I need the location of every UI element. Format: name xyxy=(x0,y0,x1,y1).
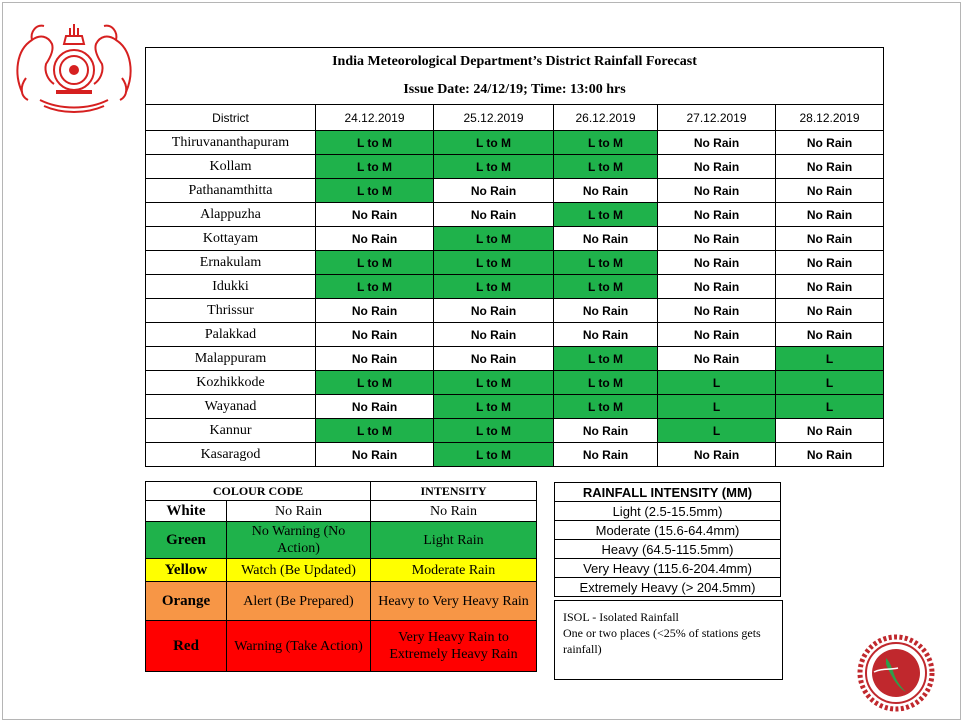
forecast-cell: L to M xyxy=(434,419,554,443)
rainfall-intensity-row xyxy=(555,502,781,521)
forecast-cell: No Rain xyxy=(658,299,776,323)
kerala-emblem-icon xyxy=(10,14,138,114)
district-name: Kottayam xyxy=(146,227,316,251)
forecast-row xyxy=(146,371,884,395)
isol-note-box xyxy=(554,600,783,680)
colour-code-row xyxy=(146,582,537,621)
forecast-row xyxy=(146,275,884,299)
rainfall-intensity-range: Very Heavy (115.6-204.4mm) xyxy=(555,559,781,578)
rain-intensity: Very Heavy Rain to Extremely Heavy Rain xyxy=(371,621,537,672)
forecast-cell: No Rain xyxy=(316,203,434,227)
rainfall-intensity-range: Moderate (15.6-64.4mm) xyxy=(555,521,781,540)
forecast-cell: L to M xyxy=(554,155,658,179)
forecast-cell: No Rain xyxy=(658,179,776,203)
forecast-cell: No Rain xyxy=(316,347,434,371)
forecast-row xyxy=(146,251,884,275)
forecast-cell: L to M xyxy=(316,371,434,395)
forecast-cell: No Rain xyxy=(776,443,884,467)
colour-name: Green xyxy=(146,522,227,559)
header-cell: District xyxy=(146,105,316,131)
forecast-row xyxy=(146,419,884,443)
forecast-cell: L to M xyxy=(434,275,554,299)
forecast-cell: No Rain xyxy=(316,443,434,467)
forecast-row xyxy=(146,299,884,323)
colour-code-heading: COLOUR CODE xyxy=(146,482,371,501)
district-name: Kollam xyxy=(146,155,316,179)
forecast-cell: L to M xyxy=(434,443,554,467)
forecast-cell: No Rain xyxy=(776,251,884,275)
forecast-cell: L to M xyxy=(554,251,658,275)
rain-intensity: Light Rain xyxy=(371,522,537,559)
forecast-header-row xyxy=(146,105,884,131)
forecast-cell: L to M xyxy=(554,203,658,227)
district-name: Wayanad xyxy=(146,395,316,419)
forecast-cell: L xyxy=(776,371,884,395)
forecast-cell: L to M xyxy=(434,227,554,251)
forecast-cell: L xyxy=(776,347,884,371)
forecast-cell: No Rain xyxy=(776,419,884,443)
colour-code-table xyxy=(145,481,537,672)
forecast-row xyxy=(146,131,884,155)
header-cell: 26.12.2019 xyxy=(554,105,658,131)
forecast-cell: L to M xyxy=(316,155,434,179)
forecast-cell: L xyxy=(658,371,776,395)
forecast-cell: No Rain xyxy=(776,131,884,155)
forecast-cell: L xyxy=(776,395,884,419)
district-forecast-table xyxy=(145,47,884,467)
forecast-cell: L to M xyxy=(316,251,434,275)
forecast-cell: No Rain xyxy=(554,323,658,347)
colour-name: Yellow xyxy=(146,559,227,582)
colour-name: Orange xyxy=(146,582,227,621)
rainfall-intensity-row xyxy=(555,540,781,559)
forecast-cell: No Rain xyxy=(776,179,884,203)
forecast-cell: L to M xyxy=(316,179,434,203)
rain-intensity: Heavy to Very Heavy Rain xyxy=(371,582,537,621)
forecast-cell: No Rain xyxy=(776,227,884,251)
rainfall-intensity-range: Heavy (64.5-115.5mm) xyxy=(555,540,781,559)
forecast-cell: No Rain xyxy=(316,395,434,419)
rainfall-intensity-row xyxy=(555,559,781,578)
rainfall-intensity-range: Light (2.5-15.5mm) xyxy=(555,502,781,521)
forecast-row xyxy=(146,179,884,203)
rainfall-intensity-row xyxy=(555,521,781,540)
forecast-cell: L to M xyxy=(434,155,554,179)
forecast-cell: No Rain xyxy=(434,179,554,203)
forecast-title xyxy=(146,48,884,105)
forecast-cell: L to M xyxy=(316,131,434,155)
forecast-row xyxy=(146,395,884,419)
forecast-cell: No Rain xyxy=(554,443,658,467)
warning-meaning: No Warning (No Action) xyxy=(227,522,371,559)
forecast-cell: No Rain xyxy=(658,203,776,227)
rainfall-intensity-range: Extremely Heavy (> 204.5mm) xyxy=(555,578,781,597)
isol-description: One or two places (<25% of stations gets rainfall) xyxy=(563,626,761,656)
forecast-cell: No Rain xyxy=(658,347,776,371)
colour-name: Red xyxy=(146,621,227,672)
forecast-cell: L to M xyxy=(434,251,554,275)
forecast-row xyxy=(146,347,884,371)
forecast-cell: L to M xyxy=(434,371,554,395)
district-name: Palakkad xyxy=(146,323,316,347)
forecast-cell: No Rain xyxy=(316,323,434,347)
forecast-cell: No Rain xyxy=(434,299,554,323)
forecast-cell: No Rain xyxy=(776,275,884,299)
colour-code-header-row xyxy=(146,482,537,501)
isol-definition: ISOL - Isolated Rainfall xyxy=(563,610,679,624)
district-name: Alappuzha xyxy=(146,203,316,227)
district-name: Kasaragod xyxy=(146,443,316,467)
forecast-cell: L to M xyxy=(434,395,554,419)
imd-logo-icon xyxy=(856,634,936,712)
district-name: Idukki xyxy=(146,275,316,299)
rainfall-intensity-heading: RAINFALL INTENSITY (MM) xyxy=(555,483,781,502)
forecast-cell: No Rain xyxy=(658,443,776,467)
rainfall-intensity-table xyxy=(554,482,781,597)
district-name: Pathanamthitta xyxy=(146,179,316,203)
forecast-cell: No Rain xyxy=(776,323,884,347)
forecast-cell: L xyxy=(658,419,776,443)
rain-intensity: Moderate Rain xyxy=(371,559,537,582)
forecast-row xyxy=(146,203,884,227)
forecast-cell: No Rain xyxy=(554,299,658,323)
district-name: Kannur xyxy=(146,419,316,443)
header-cell: 24.12.2019 xyxy=(316,105,434,131)
district-name: Ernakulam xyxy=(146,251,316,275)
forecast-cell: L to M xyxy=(434,131,554,155)
district-name: Thrissur xyxy=(146,299,316,323)
forecast-cell: No Rain xyxy=(776,203,884,227)
colour-name: White xyxy=(146,501,227,522)
forecast-cell: L to M xyxy=(316,419,434,443)
forecast-issue-line: Issue Date: 24/12/19; Time: 13:00 hrs xyxy=(403,82,626,97)
forecast-row xyxy=(146,227,884,251)
forecast-cell: No Rain xyxy=(434,323,554,347)
warning-meaning: Watch (Be Updated) xyxy=(227,559,371,582)
forecast-cell: L to M xyxy=(554,347,658,371)
header-cell: 27.12.2019 xyxy=(658,105,776,131)
district-name: Thiruvananthapuram xyxy=(146,131,316,155)
forecast-cell: No Rain xyxy=(316,227,434,251)
forecast-title-line1: India Meteorological Department’s District Rainfall Forecast xyxy=(332,54,697,69)
forecast-cell: No Rain xyxy=(434,203,554,227)
forecast-cell: L xyxy=(658,395,776,419)
forecast-cell: No Rain xyxy=(658,227,776,251)
warning-meaning: Warning (Take Action) xyxy=(227,621,371,672)
forecast-cell: No Rain xyxy=(554,227,658,251)
forecast-cell: No Rain xyxy=(554,179,658,203)
header-cell: 28.12.2019 xyxy=(776,105,884,131)
forecast-cell: L to M xyxy=(554,395,658,419)
district-name: Kozhikkode xyxy=(146,371,316,395)
forecast-cell: L to M xyxy=(316,275,434,299)
forecast-cell: No Rain xyxy=(776,299,884,323)
header-cell: 25.12.2019 xyxy=(434,105,554,131)
warning-meaning: No Rain xyxy=(227,501,371,522)
rainfall-intensity-row xyxy=(555,578,781,597)
forecast-cell: L to M xyxy=(554,371,658,395)
forecast-cell: No Rain xyxy=(554,419,658,443)
forecast-cell: No Rain xyxy=(658,275,776,299)
rain-intensity: No Rain xyxy=(371,501,537,522)
forecast-cell: L to M xyxy=(554,275,658,299)
colour-code-row xyxy=(146,501,537,522)
forecast-row xyxy=(146,323,884,347)
forecast-cell: No Rain xyxy=(658,131,776,155)
forecast-cell: No Rain xyxy=(434,347,554,371)
forecast-row xyxy=(146,155,884,179)
forecast-cell: No Rain xyxy=(658,251,776,275)
forecast-cell: No Rain xyxy=(776,155,884,179)
forecast-cell: L to M xyxy=(554,131,658,155)
warning-meaning: Alert (Be Prepared) xyxy=(227,582,371,621)
colour-code-row xyxy=(146,621,537,672)
intensity-heading: INTENSITY xyxy=(371,482,537,501)
colour-code-row xyxy=(146,522,537,559)
forecast-cell: No Rain xyxy=(658,323,776,347)
forecast-cell: No Rain xyxy=(316,299,434,323)
rainfall-intensity-header-row xyxy=(555,483,781,502)
forecast-row xyxy=(146,443,884,467)
colour-code-row xyxy=(146,559,537,582)
district-name: Malappuram xyxy=(146,347,316,371)
forecast-cell: No Rain xyxy=(658,155,776,179)
